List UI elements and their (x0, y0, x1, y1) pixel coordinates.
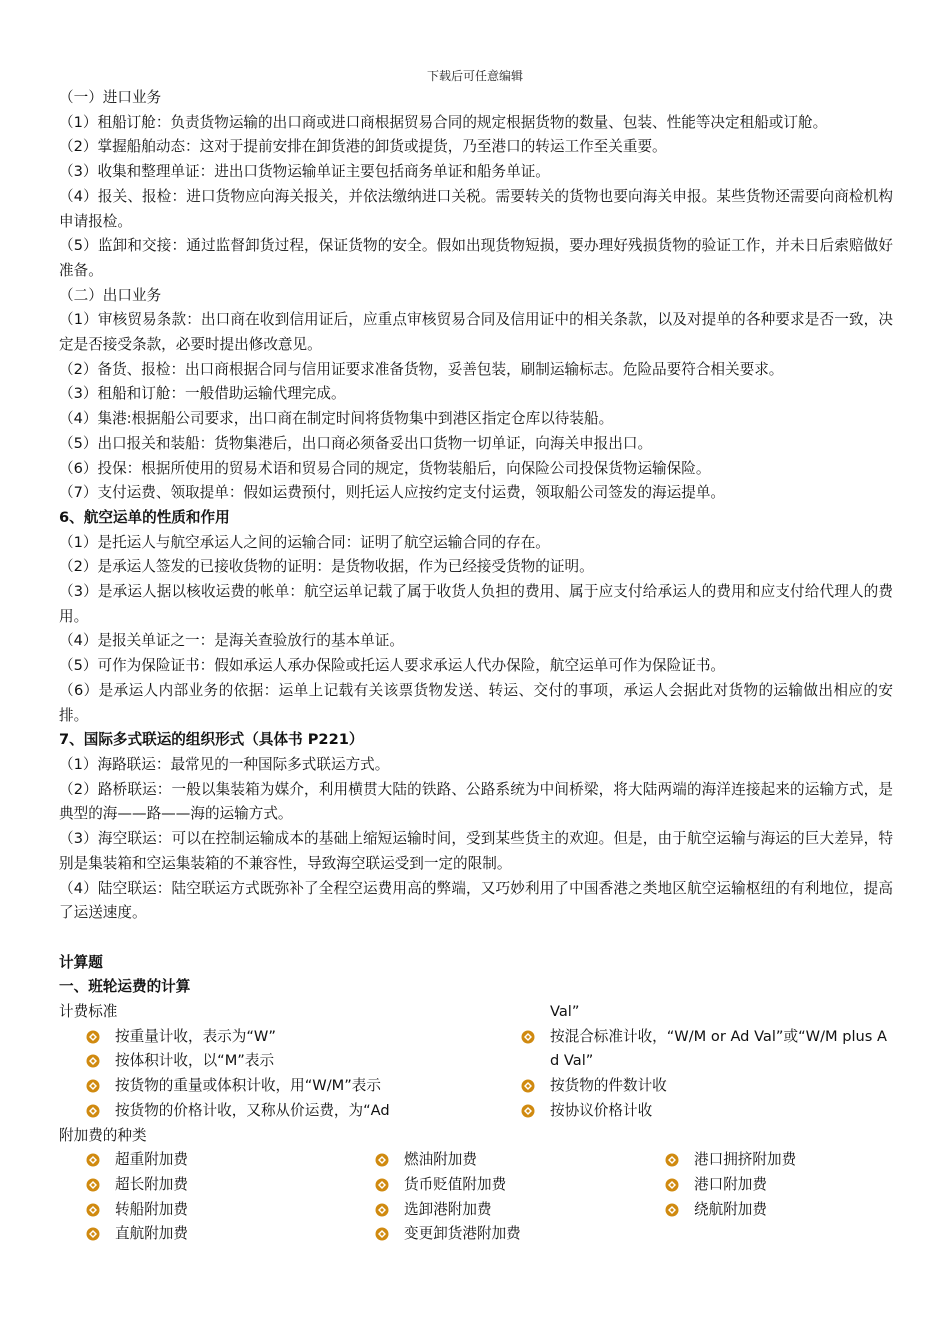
list-item-label: 超重附加费 (115, 1151, 188, 1169)
list-item-label: 燃油附加费 (404, 1151, 477, 1169)
export-item: （5）出口报关和装船：货物集港后，出口商必须备妥出口货物一切单证，向海关申报出口。 (59, 434, 653, 452)
section7-item: （2）路桥联运：一般以集装箱为媒介，利用横贯大陆的铁路、公路系统为中间桥梁，将大陆两端的海洋连接起来的运输方式，是典型的海——路——海的运输方式。 (59, 780, 893, 823)
list-item-label: 按货物的件数计收 (550, 1077, 667, 1095)
standards-label: 计费标准 (59, 1003, 118, 1020)
list-item (349, 1222, 639, 1247)
list-item-label: 按货物的重量或体积计收，用“W/M”表示 (115, 1077, 381, 1095)
list-item-label: 变更卸货港附加费 (404, 1225, 521, 1243)
list-item (639, 1148, 893, 1173)
diamond-bullet-icon (86, 1054, 100, 1068)
list-item (59, 1148, 349, 1173)
section6-item: （5）可作为保险证书：假如承运人承办保险或托运人要求承运人代办保险，航空运单可作为保险证书。 (59, 657, 726, 675)
diamond-bullet-icon (86, 1227, 100, 1241)
list-item-label: 货币贬值附加费 (404, 1175, 507, 1193)
diamond-bullet-icon (665, 1203, 679, 1217)
calc-title: 计算题 (59, 953, 103, 971)
diamond-bullet-icon (86, 1203, 100, 1217)
section6-item: （4）是报关单证之一：是海关查验放行的基本单证。 (59, 632, 404, 650)
standards-left-column (59, 1000, 519, 1124)
surcharge-columns (59, 1148, 893, 1247)
diamond-bullet-icon (86, 1079, 100, 1093)
list-item (519, 1074, 893, 1099)
diamond-bullet-icon (86, 1153, 100, 1167)
surcharge-column-3 (639, 1148, 893, 1247)
section7-heading: 7、国际多式联运的组织形式（具体书 P221） (59, 731, 364, 749)
list-item (59, 1025, 519, 1050)
list-item (349, 1173, 639, 1198)
list-item-continuation: Val” (550, 1003, 580, 1020)
export-item: （2）备货、报检：出口商根据合同与信用证要求准备货物，妥善包装，刷制运输标志。危险品要符合相关要求。 (59, 360, 784, 378)
diamond-bullet-icon (375, 1227, 389, 1241)
diamond-bullet-icon (375, 1153, 389, 1167)
section7-item: （3）海空联运：可以在控制运输成本的基础上缩短运输时间，受到某些货主的欢迎。但是，由于航空运输与海运的巨大差异，特别是集装箱和空运集装箱的不兼容性，导致海空联运受到一定的限制。 (59, 830, 893, 872)
import-item: （5）监卸和交接：通过监督卸货过程，保证货物的安全。假如出现货物短损，要办理好残损货物的验证工作，并未日后索赔做好准备。 (59, 237, 893, 279)
spacer (59, 926, 893, 951)
list-item (519, 1099, 893, 1124)
standards-columns (59, 1000, 893, 1124)
diamond-bullet-icon (521, 1104, 535, 1118)
document-body (59, 86, 893, 1247)
list-item-label: 绕航附加费 (694, 1200, 767, 1218)
export-item: （7）支付运费、领取提单：假如运费预付，则托运人应按约定支付运费，领取船公司签发的海运提单。 (59, 484, 726, 502)
list-item-label: 按混合标准计收，“W/M or Ad Val”或“W/M plus Ad Val” (550, 1027, 888, 1070)
section6-heading: 6、航空运单的性质和作用 (59, 508, 230, 526)
diamond-bullet-icon (375, 1178, 389, 1192)
list-item-label: 按协议价格计收 (550, 1101, 653, 1119)
standards-right-column (519, 1000, 893, 1124)
section6-item: （1）是托运人与航空承运人之间的运输合同：证明了航空运输合同的存在。 (59, 533, 550, 551)
import-item: （3）收集和整理单证：进出口货物运输单证主要包括商务单证和船务单证。 (59, 163, 550, 181)
list-item-label: 选卸港附加费 (404, 1200, 492, 1218)
list-item-label: 按体积计收，以“M”表示 (115, 1052, 275, 1070)
diamond-bullet-icon (86, 1030, 100, 1044)
diamond-bullet-icon (86, 1104, 100, 1118)
list-item-label: 转船附加费 (115, 1200, 188, 1218)
header-note: 下载后可任意编辑 (426, 69, 523, 83)
list-item (349, 1148, 639, 1173)
surcharge-column-2 (349, 1148, 639, 1247)
section6-item: （2）是承运人签发的已接收货物的证明：是货物收据，作为已经接受货物的证明。 (59, 558, 594, 576)
section6-item: （3）是承运人据以核收运费的帐单：航空运单记载了属于收货人负担的费用、属于应支付给承运人的费用和应支付给代理人的费用。 (59, 583, 893, 625)
export-heading: （二）出口业务 (59, 286, 162, 304)
list-item-label: 按重量计收，表示为“W” (115, 1027, 276, 1045)
list-item-label: 直航附加费 (115, 1225, 188, 1243)
list-item (519, 1025, 893, 1074)
export-item: （4）集港:根据船公司要求，出口商在制定时间将货物集中到港区指定仓库以待装船。 (59, 410, 614, 428)
list-item (59, 1049, 519, 1074)
list-item (59, 1099, 519, 1124)
list-item (59, 1222, 349, 1247)
diamond-bullet-icon (521, 1079, 535, 1093)
export-item: （6）投保：根据所使用的贸易术语和贸易合同的规定，货物装船后，向保险公司投保货物运输保险。 (59, 459, 711, 477)
surcharge-label: 附加费的种类 (59, 1126, 147, 1144)
list-item (59, 1074, 519, 1099)
list-item-label: 超长附加费 (115, 1175, 188, 1193)
export-item: （3）租船和订舱：一般借助运输代理完成。 (59, 385, 346, 403)
list-item (59, 1198, 349, 1223)
export-item: （1）审核贸易条款：出口商在收到信用证后，应重点审核贸易合同及信用证中的相关条款，以及对提单的各种要求是否一致，决定是否接受条款，必要时提出修改意见。 (59, 311, 893, 354)
list-item (639, 1173, 893, 1198)
list-item-label: 港口拥挤附加费 (694, 1151, 797, 1169)
diamond-bullet-icon (521, 1030, 535, 1044)
diamond-bullet-icon (375, 1203, 389, 1217)
diamond-bullet-icon (665, 1153, 679, 1167)
calc-subtitle: 一、班轮运费的计算 (59, 978, 191, 996)
list-item (59, 1173, 349, 1198)
list-item-label: 港口附加费 (694, 1175, 767, 1193)
diamond-bullet-icon (665, 1178, 679, 1192)
import-item: （1）租船订舱：负责货物运输的出口商或进口商根据贸易合同的规定根据货物的数量、包装、性能等决定租船或订舱。 (59, 113, 828, 131)
diamond-bullet-icon (86, 1178, 100, 1192)
import-item: （4）报关、报检：进口货物应向海关报关，并依法缴纳进口关税。需要转关的货物也要向海关申报。某些货物还需要向商检机构申请报检。 (59, 187, 893, 230)
section7-item: （1）海路联运：最常见的一种国际多式联运方式。 (59, 755, 390, 773)
list-item (639, 1198, 893, 1223)
import-item: （2）掌握船舶动态：这对于提前安排在卸货港的卸货或提货，乃至港口的转运工作至关重要。 (59, 138, 667, 156)
list-item (349, 1198, 639, 1223)
surcharge-column-1 (59, 1148, 349, 1247)
import-heading: （一）进口业务 (59, 89, 162, 106)
section6-item: （6）是承运人内部业务的依据：运单上记载有关该票货物发送、转运、交付的事项，承运人会据此对货物的运输做出相应的安排。 (59, 681, 893, 724)
section7-item: （4）陆空联运：陆空联运方式既弥补了全程空运费用高的弊端，又巧妙利用了中国香港之类地区航空运输枢纽的有利地位，提高了运送速度。 (59, 879, 893, 922)
list-item-label: 按货物的价格计收，又称从价运费，为“Ad (115, 1101, 390, 1119)
